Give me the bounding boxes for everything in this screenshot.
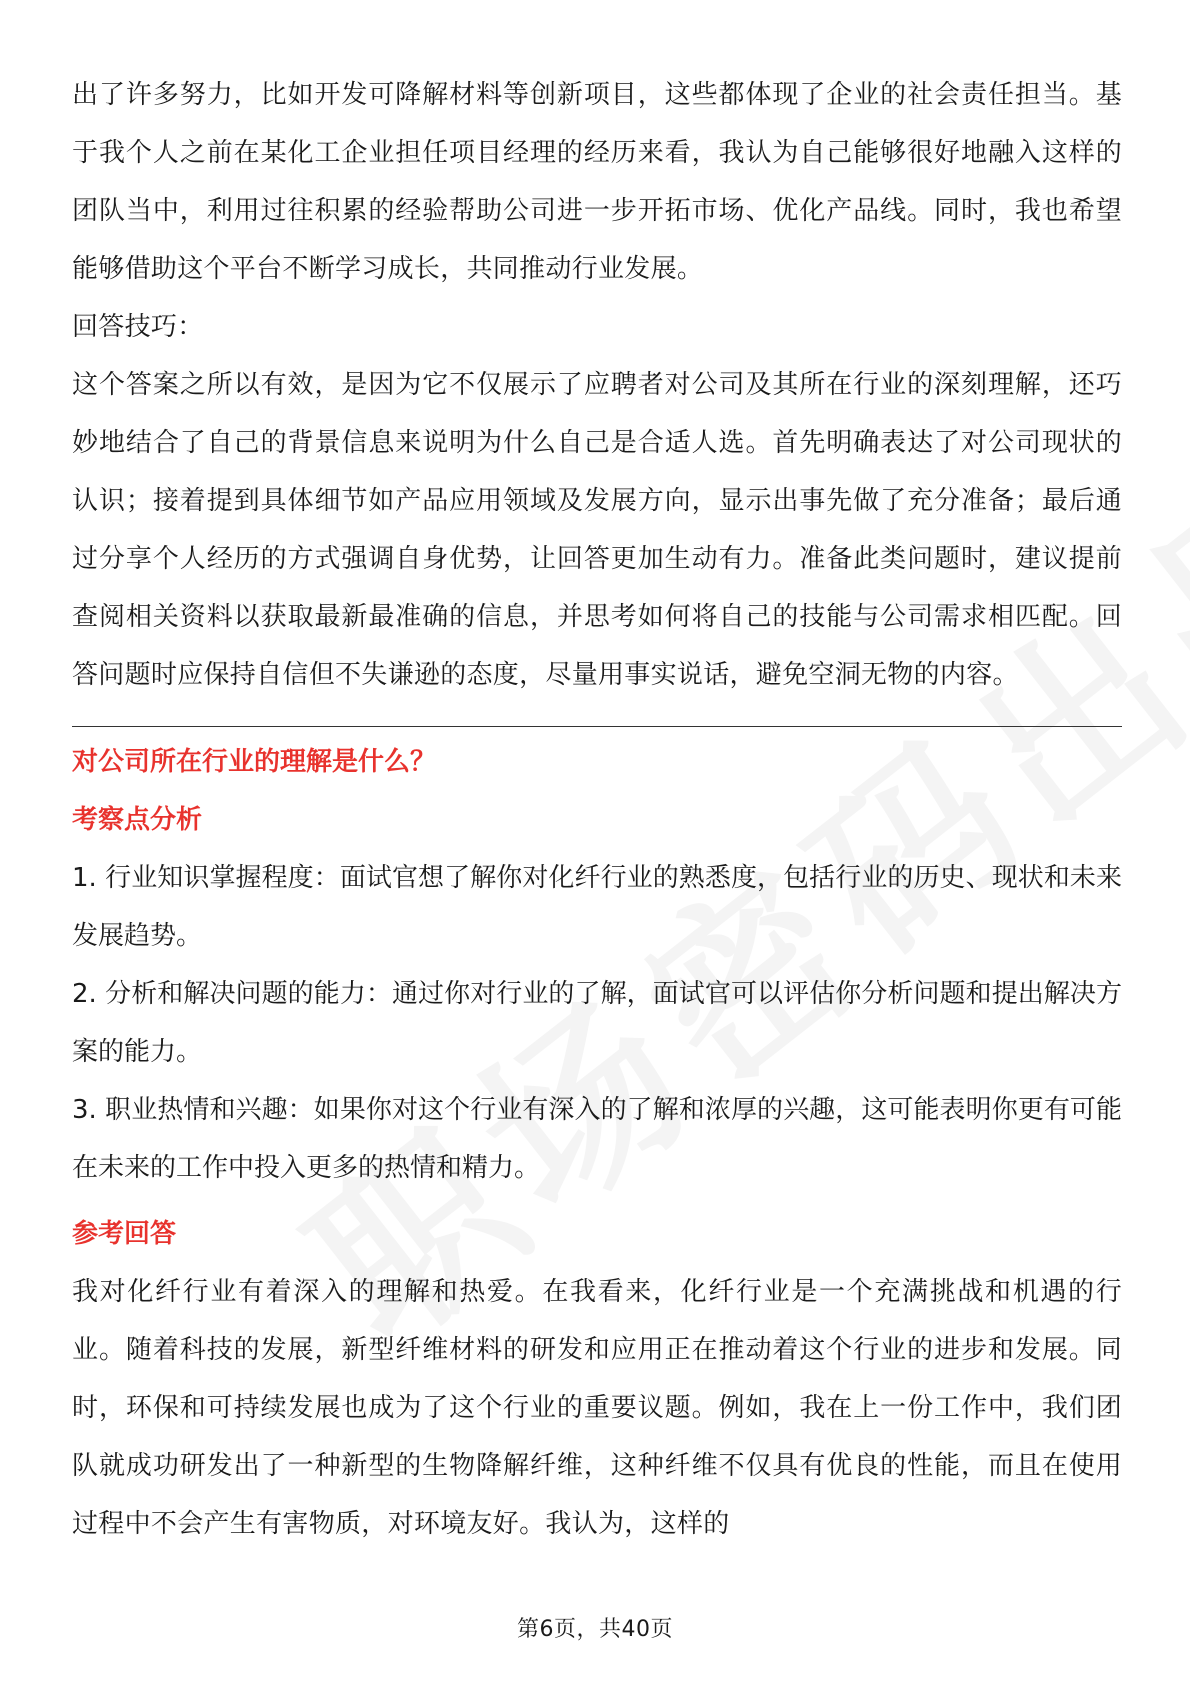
page-content bbox=[72, 66, 1122, 1553]
section-divider bbox=[72, 726, 1122, 727]
tips-body: 这个答案之所以有效，是因为它不仅展示了应聘者对公司及其所在行业的深刻理解，还巧妙地结合了自己的背景信息来说明为什么自己是合适人选。首先明确表达了对公司现状的认识；接着提到具体细节如产品应用领域及发展方向，显示出事先做了充分准备；最后通过分享个人经历的方式强调自身优势，让回答更加生动有力。准备此类问题时，建议提前查阅相关资料以获取最新最准确的信息，并思考如何将自己的技能与公司需求相匹配。回答问题时应保持自信但不失谦逊的态度，尽量用事实说话，避免空洞无物的内容。 bbox=[72, 370, 1122, 690]
spacer bbox=[72, 1197, 1122, 1205]
analysis-point-2: 2. 分析和解决问题的能力：通过你对行业的了解，面试官可以评估你分析问题和提出解决方案的能力。 bbox=[72, 979, 1122, 1067]
page-number-footer: 第6页，共40页 bbox=[517, 1617, 673, 1642]
intro-paragraph: 出了许多努力，比如开发可降解材料等创新项目，这些都体现了企业的社会责任担当。基于我个人之前在某化工企业担任项目经理的经历来看，我认为自己能够很好地融入这样的团队当中，利用过往积累的经验帮助公司进一步开拓市场、优化产品线。同时，我也希望能够借助这个平台不断学习成长，共同推动行业发展。 bbox=[72, 80, 1122, 284]
answer-heading: 参考回答 bbox=[72, 1219, 177, 1249]
analysis-point-1: 1. 行业知识掌握程度：面试官想了解你对化纤行业的熟悉度，包括行业的历史、现状和未来发展趋势。 bbox=[72, 863, 1122, 951]
question-title: 对公司所在行业的理解是什么？ bbox=[72, 747, 437, 777]
answer-body: 我对化纤行业有着深入的理解和热爱。在我看来，化纤行业是一个充满挑战和机遇的行业。随着科技的发展，新型纤维材料的研发和应用正在推动着这个行业的进步和发展。同时，环保和可持续发展也成为了这个行业的重要议题。例如，我在上一份工作中，我们团队就成功研发出了一种新型的生物降解纤维，这种纤维不仅具有优良的性能，而且在使用过程中不会产生有害物质，对环境友好。我认为，这样的 bbox=[72, 1277, 1122, 1539]
tips-heading: 回答技巧： bbox=[72, 312, 204, 342]
analysis-heading: 考察点分析 bbox=[72, 805, 203, 835]
analysis-point-3: 3. 职业热情和兴趣：如果你对这个行业有深入的了解和浓厚的兴趣，这可能表明你更有可能在未来的工作中投入更多的热情和精力。 bbox=[72, 1095, 1122, 1183]
